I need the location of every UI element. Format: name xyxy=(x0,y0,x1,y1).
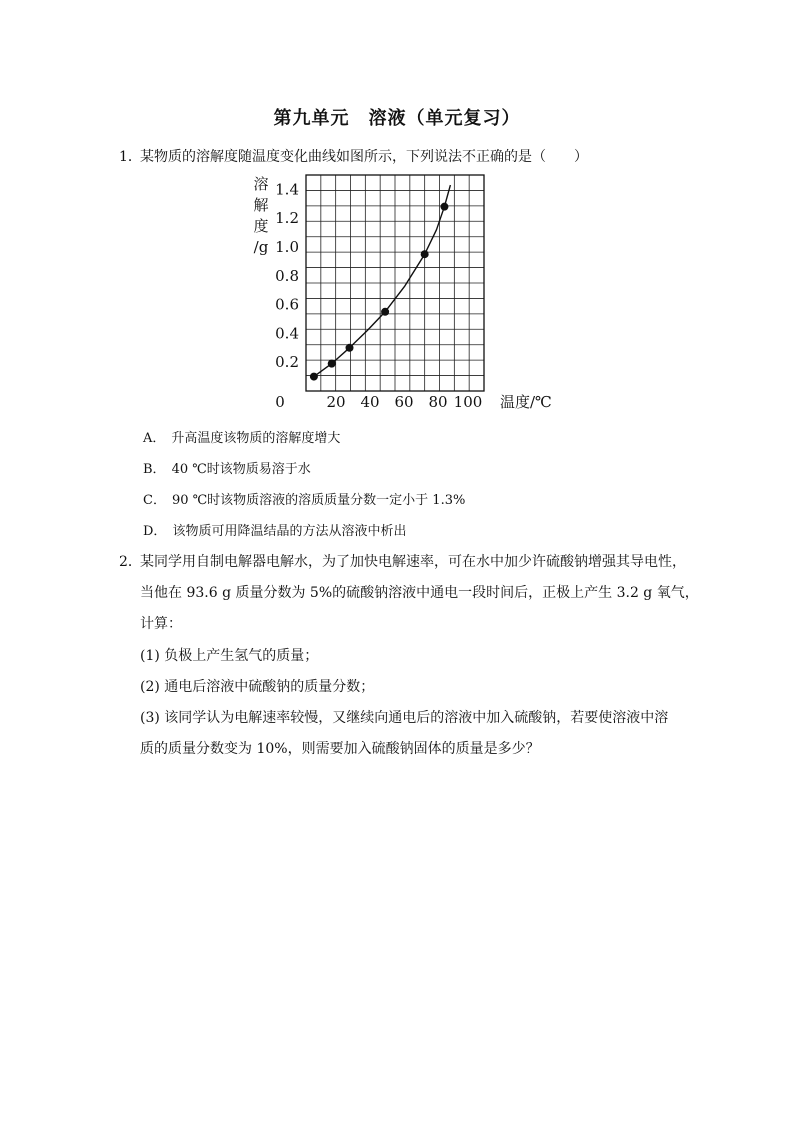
q1-option-d-letter: D． xyxy=(143,524,167,539)
solubility-curve xyxy=(314,185,451,377)
y-axis-label-char: 度 xyxy=(253,217,269,235)
x-tick-label: 80 xyxy=(428,393,448,411)
question-2-part-1: (1) 负极上产生氢气的质量； xyxy=(140,648,319,664)
data-point xyxy=(381,308,389,316)
chart-grid xyxy=(306,175,484,391)
chart-x-axis-label: 温度/℃ xyxy=(500,393,552,411)
question-2-line-1: 某同学用自制电解器电解水，为了加快电解速率，可在水中加少许硫酸钠增强其导电性， xyxy=(140,554,686,570)
chart-y-axis-label xyxy=(253,175,268,256)
x-tick-label: 0 xyxy=(275,393,285,411)
q1-option-c-text: 90 ℃时该物质溶液的溶质质量分数一定小于 1.3% xyxy=(171,493,466,508)
q1-option-a[interactable] xyxy=(143,427,340,446)
q1-option-c-letter: C． xyxy=(143,493,166,508)
question-2-part-3-cont: 质的质量分数变为 10%，则需要加入硫酸钠固体的质量是多少？ xyxy=(140,741,540,757)
y-tick-label: 0.4 xyxy=(275,324,299,343)
data-point xyxy=(328,360,336,368)
y-tick-label: 0.6 xyxy=(275,295,299,314)
y-tick-label: 1.0 xyxy=(275,238,299,256)
q1-option-b-letter: B． xyxy=(143,462,166,477)
x-tick-label: 100 xyxy=(453,393,483,411)
y-axis-label-char: 溶 xyxy=(253,175,269,193)
y-tick-label: 0.8 xyxy=(275,266,299,285)
data-point xyxy=(440,203,448,211)
question-2-line-3: 计算： xyxy=(140,616,182,632)
q1-option-a-text: 升高温度该物质的溶解度增大 xyxy=(171,431,341,446)
y-axis-label-char: /g xyxy=(253,238,269,256)
y-axis-label-char: 解 xyxy=(253,196,269,214)
q1-option-c[interactable] xyxy=(143,489,465,508)
question-1-number: 1． xyxy=(119,149,142,165)
y-tick-label: 1.4 xyxy=(275,180,299,199)
question-2-line-2: 当他在 93.6 g 质量分数为 5%的硫酸钠溶液中通电一段时间后，正极上产生 3.2 g 氧气， xyxy=(140,585,699,601)
q1-option-d[interactable] xyxy=(143,520,406,539)
x-tick-label: 60 xyxy=(394,393,414,411)
x-tick-label: 40 xyxy=(360,393,380,411)
data-point xyxy=(346,344,354,352)
page-title: 第九单元 溶液（单元复习） xyxy=(273,108,521,129)
y-tick-label: 1.2 xyxy=(275,209,299,228)
chart-x-ticks xyxy=(275,393,482,411)
question-2-number: 2． xyxy=(119,554,142,570)
q1-option-d-text: 该物质可用降温结晶的方法从溶液中析出 xyxy=(172,524,407,539)
chart-y-ticks xyxy=(275,180,299,371)
chart-curve xyxy=(314,185,451,377)
chart-points xyxy=(310,203,449,381)
q1-option-b-text: 40 ℃时该物质易溶于水 xyxy=(171,462,311,477)
question-1-stem: 某物质的溶解度随温度变化曲线如图所示，下列说法不正确的是（ ） xyxy=(140,149,588,165)
solubility-chart xyxy=(0,165,794,425)
q1-option-b[interactable] xyxy=(143,458,311,477)
y-tick-label: 0.2 xyxy=(275,353,299,372)
x-tick-label: 20 xyxy=(326,393,346,411)
q1-option-a-letter: A． xyxy=(143,431,166,446)
question-2-part-2: (2) 通电后溶液中硫酸钠的质量分数； xyxy=(140,679,375,695)
question-2-part-3: (3) 该同学认为电解速率较慢，又继续向通电后的溶液中加入硫酸钠，若要使溶液中溶 xyxy=(140,710,669,726)
data-point xyxy=(421,250,429,258)
data-point xyxy=(310,373,318,381)
